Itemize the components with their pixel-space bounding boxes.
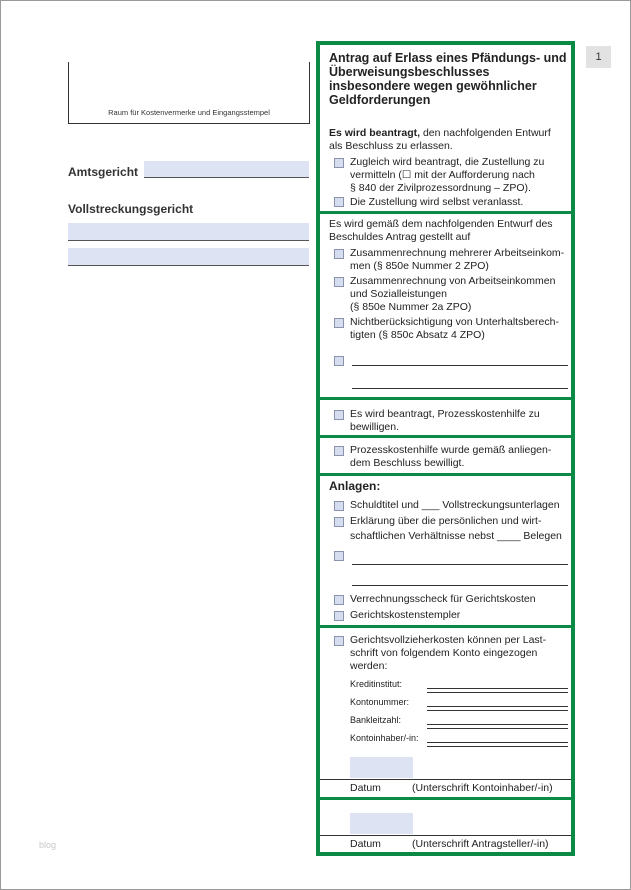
watermark: blog	[39, 840, 57, 850]
anlagen-item1: Schuldtitel und ___ Vollstreckungsunterlagen	[350, 499, 560, 511]
anlagen-item3: Verrechnungsscheck für Gerichtskosten	[350, 593, 536, 605]
checkbox-sonstiges-antrag[interactable]	[334, 356, 344, 366]
divider	[320, 473, 571, 476]
pkh1-l2: bewilligen.	[350, 421, 400, 433]
checkbox-erklaerung[interactable]	[334, 517, 344, 527]
divider	[320, 397, 571, 400]
amtsgericht-field[interactable]	[144, 161, 309, 178]
pkh1-l1: Es wird beantragt, Prozesskostenhilfe zu	[350, 408, 540, 420]
application-form	[316, 41, 575, 856]
stamp-label: Raum für Kostenvermerke und Eingangsstempel	[108, 108, 270, 117]
section2-lead-l2: Beschuldes Antrag gestellt auf	[329, 231, 471, 243]
kontoinhaber-label: Kontoinhaber/-in:	[350, 733, 419, 743]
bankleitzahl-label: Bankleitzahl:	[350, 715, 402, 725]
vollstreckungsgericht-field-1[interactable]	[68, 223, 309, 241]
kreditinstitut-input-rule	[427, 692, 568, 693]
page-number: 1	[586, 46, 611, 68]
divider	[320, 797, 571, 800]
checkbox-zusammenrechnung-arbeitseinkommen[interactable]	[334, 249, 344, 259]
checkbox-unterhaltsberechtigte[interactable]	[334, 318, 344, 328]
bank-datum-field[interactable]	[350, 757, 413, 778]
vollstreckungsgericht-field-2[interactable]	[68, 248, 309, 266]
divider	[320, 211, 571, 214]
section2-opt3-l1: Nichtberücksichtigung von Unterhaltsberech-	[350, 316, 559, 328]
kreditinstitut-label: Kreditinstitut:	[350, 679, 403, 689]
section2-opt3-l2: tigten (§ 850c Absatz 4 ZPO)	[350, 329, 485, 341]
kreditinstitut-input[interactable]	[427, 688, 568, 689]
opt-zustellung-l2: vermitteln (☐ mit der Aufforderung nach	[350, 169, 535, 181]
checkbox-pkh-bewilligt[interactable]	[334, 446, 344, 456]
checkbox-verrechnungsscheck[interactable]	[334, 595, 344, 605]
request-lead-line2: als Beschluss zu erlassen.	[329, 140, 453, 152]
bankleitzahl-input-rule	[427, 728, 568, 729]
pkh2-l2: dem Beschluss bewilligt.	[350, 457, 465, 469]
section2-opt2-l3: (§ 850e Nummer 2a ZPO)	[350, 301, 472, 313]
request-lead-rest: den nachfolgenden Entwurf	[420, 127, 551, 139]
anlagen-item2-l1: Erklärung über die persönlichen und wirt-	[350, 515, 542, 527]
section2-opt2-l1: Zusammenrechnung von Arbeitseinkommen	[350, 275, 556, 287]
bank-signature-line[interactable]	[320, 779, 571, 780]
kontonummer-label: Kontonummer:	[350, 697, 410, 707]
anlagen-item2-l2: schaftlichen Verhältnisse nebst ____ Belegen	[350, 530, 562, 542]
opt-zustellung-l3: § 840 der Zivilprozessordnung – ZPO).	[350, 182, 531, 194]
anlagen-heading: Anlagen:	[329, 479, 381, 493]
checkbox-lastschrift[interactable]	[334, 636, 344, 646]
divider	[320, 625, 571, 628]
divider	[320, 435, 571, 438]
section2-opt1-l1: Zusammenrechnung mehrerer Arbeitseinkom-	[350, 247, 565, 259]
checkbox-schuldtitel[interactable]	[334, 501, 344, 511]
checkbox-sonstige-anlage[interactable]	[334, 551, 344, 561]
sonstiges-antrag-line-2[interactable]	[352, 388, 568, 389]
section2-opt2-l2: und Sozialleistungen	[350, 288, 447, 300]
antragsteller-datum-label: Datum	[350, 838, 381, 850]
kontonummer-input-rule	[427, 710, 568, 711]
vollstreckungsgericht-label: Vollstreckungsgericht	[68, 202, 194, 216]
bank-lead-l2: schrift von folgendem Konto eingezogen	[350, 647, 538, 659]
opt-zustellung-selbst: Die Zustellung wird selbst veranlasst.	[350, 196, 524, 208]
sonstige-anlage-line-1[interactable]	[352, 564, 568, 565]
antragsteller-datum-field[interactable]	[350, 813, 413, 834]
bank-lead-l1: Gerichtsvollzieherkosten können per Last-	[350, 634, 547, 646]
bank-lead-l3: werden:	[350, 660, 388, 672]
antragsteller-signature-label: (Unterschrift Antragsteller/-in)	[412, 838, 549, 850]
bankleitzahl-input[interactable]	[427, 724, 568, 725]
section2-lead-l1: Es wird gemäß dem nachfolgenden Entwurf des	[329, 218, 553, 230]
checkbox-pkh-beantragt[interactable]	[334, 410, 344, 420]
request-lead-bold: Es wird beantragt,	[329, 127, 421, 139]
checkbox-zustellung-selbst[interactable]	[334, 197, 344, 207]
bank-signature-label: (Unterschrift Kontoinhaber/-in)	[412, 782, 553, 794]
sonstiges-antrag-line-1[interactable]	[352, 365, 568, 366]
kontonummer-input[interactable]	[427, 706, 568, 707]
amtsgericht-label: Amtsgericht	[68, 165, 139, 179]
form-title: Antrag auf Erlass eines Pfändungs- und Überweisungsbeschlusses insbesondere wegen gewöhnlicher Geldforderungen	[329, 51, 567, 107]
sonstige-anlage-line-2[interactable]	[352, 585, 568, 586]
section2-opt1-l2: men (§ 850e Nummer 2 ZPO)	[350, 260, 489, 272]
checkbox-zustellung-vermitteln[interactable]	[334, 158, 344, 168]
checkbox-zusammenrechnung-sozialleistungen[interactable]	[334, 277, 344, 287]
kontoinhaber-input-rule	[427, 746, 568, 747]
stamp-area	[68, 62, 310, 124]
anlagen-item4: Gerichtskostenstempler	[350, 609, 461, 621]
kontoinhaber-input[interactable]	[427, 742, 568, 743]
bank-datum-label: Datum	[350, 782, 381, 794]
opt-zustellung-l1: Zugleich wird beantragt, die Zustellung zu	[350, 156, 545, 168]
pkh2-l1: Prozesskostenhilfe wurde gemäß anliegen-	[350, 444, 552, 456]
antragsteller-signature-line[interactable]	[320, 835, 571, 836]
checkbox-gerichtskostenstempler[interactable]	[334, 611, 344, 621]
request-lead	[329, 127, 551, 140]
